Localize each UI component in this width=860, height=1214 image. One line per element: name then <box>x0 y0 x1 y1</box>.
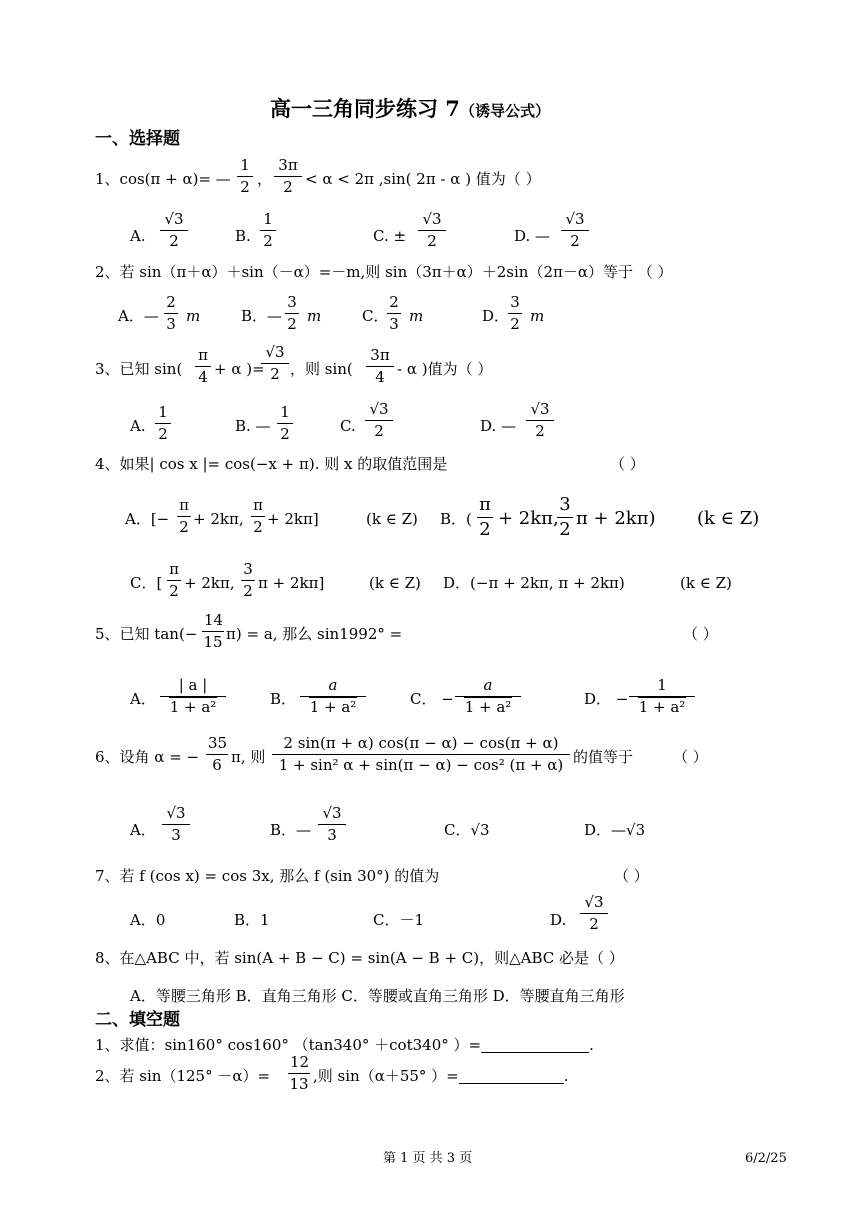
q3-option-c-label: C. <box>340 417 356 435</box>
q1-option-c-label: C. ± <box>373 227 407 245</box>
q2-option-a-label: A．— <box>118 307 159 325</box>
q4-option-d-label: D．(−π + 2kπ, π + 2kπ) <box>443 574 625 592</box>
q3-option-a-fraction: $\frac{1}{2}$ <box>155 405 171 442</box>
q6-option-a-fraction: $\frac{√3}{3}$ <box>162 806 190 843</box>
q2-option-c-var: m <box>409 307 424 325</box>
q5-stem-a: 5、已知 tan(− <box>95 625 198 643</box>
q1-option-d-label: D. — <box>514 227 551 245</box>
q3-stem-c: ，则 sin( <box>290 360 353 378</box>
q5-stem-b: π) = a, 那么 sin1992° = <box>226 625 403 643</box>
q4-option-c-mid: + 2kπ, <box>184 574 235 592</box>
q7-option-c: C．－1 <box>373 911 425 929</box>
page-title: 高一三角同步练习 7（诱导公式） <box>270 96 550 121</box>
q1-option-b-fraction: $\frac{1}{2}$ <box>260 212 276 249</box>
fill2-answer-blank[interactable] <box>459 1069 564 1084</box>
q4-option-b-mid: + 2kπ, <box>498 508 559 529</box>
q4-option-c-end: π + 2kπ] <box>258 574 325 592</box>
q4-option-a-end: + 2kπ] <box>267 510 319 528</box>
q3-stem-a: 3、已知 sin( <box>95 360 183 378</box>
q4-option-a-mid: + 2kπ, <box>193 510 244 528</box>
q1-option-b-label: B. <box>235 227 251 245</box>
q4-option-b-frac2: $\frac{3}{2}$ <box>557 496 573 539</box>
q4-option-d-k: (k ∈ Z) <box>680 574 732 592</box>
q3-stem-b: + α )= <box>214 360 265 378</box>
q1-option-a-fraction: $\frac{√3}{2}$ <box>160 212 188 249</box>
q7-answer-paren: （ ） <box>614 867 649 885</box>
q3-option-c-fraction: $\frac{√3}{2}$ <box>365 402 393 439</box>
q5-option-c-label: C． − <box>410 690 454 708</box>
q1-option-a-label: A. <box>130 227 146 245</box>
q5-option-b-label: B． <box>270 690 297 708</box>
q2-option-d-fraction: $\frac{3}{2}$ <box>508 295 522 332</box>
q2-option-a-var: m <box>186 307 201 325</box>
q2-option-b-var: m <box>307 307 322 325</box>
fill2-fraction: $\frac{12}{13}$ <box>289 1053 310 1093</box>
q4-option-c-frac2: $\frac{3}{2}$ <box>241 562 255 599</box>
q6-option-c-label: C．√3 <box>444 821 490 839</box>
section-heading-fill: 二、填空题 <box>95 1010 180 1030</box>
q1-option-d-fraction: $\frac{√3}{2}$ <box>561 212 589 249</box>
q4-option-a-label: A．[− <box>125 510 170 528</box>
q4-stem: 4、如果| cos x |= cos(−x + π). 则 x 的取值范围是 <box>95 455 448 473</box>
q3-stem-d: - α )值为（ ） <box>397 360 493 378</box>
q4-option-a-k: (k ∈ Z) <box>366 510 418 528</box>
q7-option-a: A．0 <box>130 911 166 929</box>
q4-option-a-frac1: $\frac{\pi}{2}$ <box>177 498 191 535</box>
q3-3pi-fraction: $\frac{3\pi}{4}$ <box>366 348 394 385</box>
q6-option-b-fraction: $\frac{√3}{3}$ <box>318 806 346 843</box>
fill2-tail: ,则 sin（α＋55° ）= . <box>313 1067 569 1085</box>
q6-angle-fraction: $\frac{35}{6}$ <box>208 734 228 774</box>
q4-option-c-label: C．[ <box>130 574 163 592</box>
q6-stem-b: π, 则 <box>231 748 266 766</box>
q4-option-b-k: (k ∈ Z) <box>697 508 760 529</box>
q3-value-fraction: $\frac{√3}{2}$ <box>261 345 289 382</box>
page-number: 第 1 页 共 3 页 <box>383 1151 473 1166</box>
q6-expression-fraction: $\frac{2 \sin(\pi + \alpha) \cos(\pi - \alpha) - \cos(\pi + \alpha)}{\text{1 + sin² α + sin(π − α) − cos² (π + α)}}$ <box>272 736 570 773</box>
q6-option-a-label: A． <box>130 821 156 839</box>
q4-option-b-frac1: $\frac{\pi}{2}$ <box>477 496 493 539</box>
q1-option-c-fraction: $\frac{√3}{2}$ <box>418 212 446 249</box>
fill1-answer-blank[interactable] <box>481 1038 589 1053</box>
q6-option-b-label: B．— <box>270 821 312 839</box>
q2-option-c-fraction: $\frac{2}{3}$ <box>387 295 401 332</box>
q2-option-d-var: m <box>530 307 545 325</box>
q4-option-c-frac1: $\frac{\pi}{2}$ <box>167 562 181 599</box>
q3-option-b-fraction: $\frac{1}{2}$ <box>277 405 293 442</box>
q5-fraction: $\frac{14}{15}$ <box>203 611 224 651</box>
q6-stem-c: 的值等于 <box>573 748 634 766</box>
q8-options: A．等腰三角形 B．直角三角形 C．等腰或直角三角形 D．等腰直角三角形 <box>130 987 625 1005</box>
q7-option-b: B．1 <box>234 911 270 929</box>
q1-cond-fraction: $\frac{3\pi}{2}$ <box>274 158 302 195</box>
q7-stem: 7、若 f (cos x) = cos 3x, 那么 f (sin 30°) 的值为 <box>95 867 440 885</box>
fill1-line: 1、求值：sin160° cos160° （tan340° ＋cot340° ）= . <box>95 1036 594 1054</box>
q6-option-d-label: D．—√3 <box>584 821 646 839</box>
q5-option-a-fraction: $\frac{| a |}{\text{1 + a²}}$ <box>160 678 226 715</box>
q5-option-c-fraction: $\frac{a}{\text{1 + a²}}$ <box>455 678 521 715</box>
q3-option-a-label: A. <box>130 417 146 435</box>
q6-stem-a: 6、设角 α = − <box>95 748 200 766</box>
q5-option-b-fraction: $\frac{a}{\text{1 + a²}}$ <box>300 678 366 715</box>
q4-option-c-k: (k ∈ Z) <box>369 574 421 592</box>
section-heading-choice: 一、选择题 <box>95 129 180 149</box>
q4-option-b-end: π + 2kπ) <box>576 508 656 529</box>
q2-option-b-label: B．— <box>241 307 283 325</box>
q1-stem-a: 1、cos(π + α)= — <box>95 170 231 188</box>
q2-option-b-fraction: $\frac{3}{2}$ <box>285 295 299 332</box>
q3-option-d-label: D. — <box>480 417 517 435</box>
q2-option-a-fraction: $\frac{2}{3}$ <box>164 295 178 332</box>
q3-pi-fraction: $\frac{\pi}{4}$ <box>195 348 211 385</box>
q8-stem: 8、在△ABC 中，若 sin(A + B − C) = sin(A − B + C)，则△ABC 必是（ ） <box>95 949 624 967</box>
q4-answer-paren: （ ） <box>610 455 645 473</box>
q2-option-d-label: D． <box>482 307 510 325</box>
q1-stem-b: < α < 2π ,sin( 2π - α ) 值为（ ） <box>305 170 541 188</box>
q4-option-b-label: B．( <box>440 510 472 528</box>
q3-option-d-fraction: $\frac{√3}{2}$ <box>526 402 554 439</box>
fill2-stem-a: 2、若 sin（125° －α）= <box>95 1067 271 1085</box>
footer-date: 6/2/25 <box>745 1151 787 1166</box>
q1-half-fraction: $\frac{1}{2}$ <box>237 158 253 195</box>
q5-option-d-label: D． − <box>584 690 629 708</box>
q5-option-a-label: A． <box>130 690 156 708</box>
q2-option-c-label: C． <box>362 307 389 325</box>
q4-option-a-frac2: $\frac{\pi}{2}$ <box>251 498 265 535</box>
q6-answer-paren: （ ） <box>673 748 708 766</box>
q3-option-b-label: B. — <box>235 417 271 435</box>
q5-option-d-fraction: $\frac{1}{\text{1 + a²}}$ <box>629 678 695 715</box>
q2-stem: 2、若 sin（π＋α）＋sin（－α）=－m,则 sin（3π＋α）＋2sin（2π－α）等于 （ ） <box>95 263 673 281</box>
q7-option-d-label: D. <box>550 911 567 929</box>
q7-option-d-fraction: $\frac{√3}{2}$ <box>580 895 608 932</box>
q5-answer-paren: （ ） <box>683 625 718 643</box>
